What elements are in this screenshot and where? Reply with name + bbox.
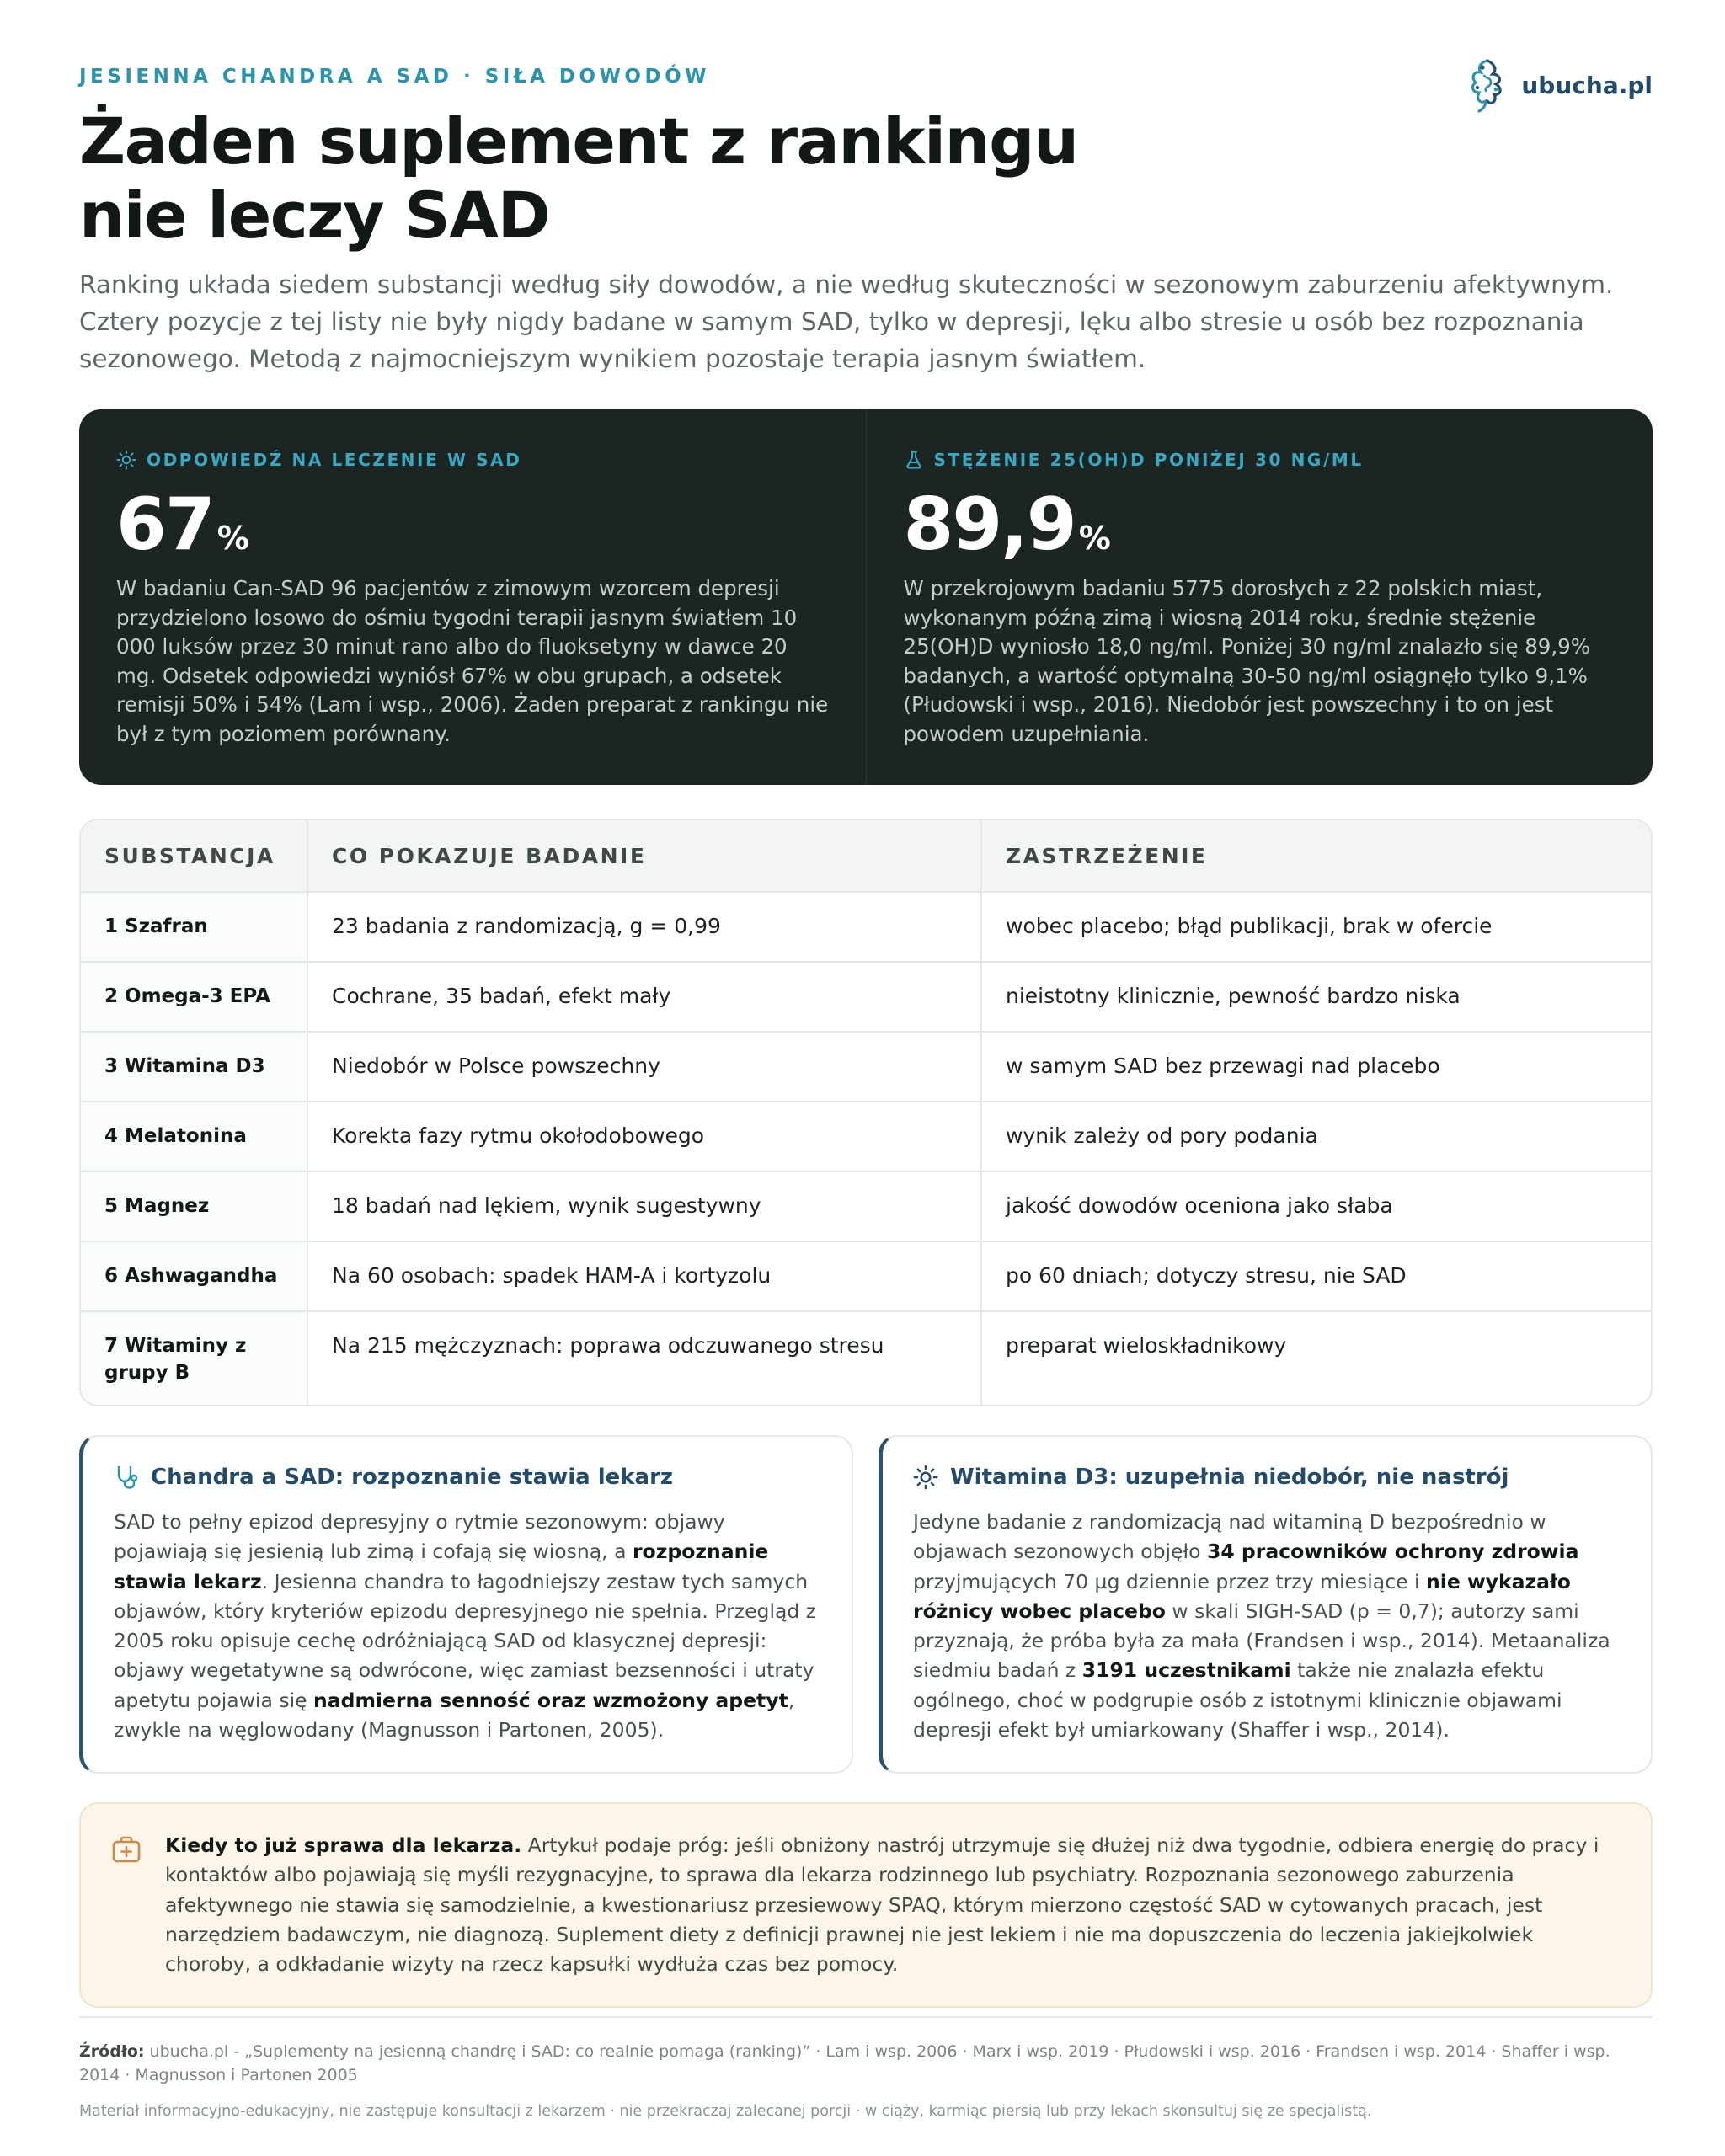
evidence-cell: Niedobór w Polsce powszechny [307, 1033, 980, 1101]
stat-number: 89,9 [903, 483, 1076, 567]
caveat-cell: po 60 dniach; dotyczy stresu, nie SAD [980, 1242, 1651, 1310]
text-run: SAD to pełny epizod depresyjny o rytmie sezonowym: objawy pojawiają się jesienią lub zimą i cofają się wiosną, a [114, 1510, 725, 1564]
disclaimer: Materiał informacyjno-edukacyjny, nie zastępuje konsultacji z lekarzem · nie przekraczaj zalecanej porcji · w ciąży, karmiąc piersią lub przy lekach skonsultuj się ze specjalistą. [79, 2103, 1372, 2120]
text-run: przyjmujących 70 µg dziennie przez trzy miesiące i [913, 1569, 1427, 1593]
kicker: JESIENNA CHANDRA A SAD · SIŁA DOWODÓW [79, 66, 710, 88]
stat-value [904, 483, 1616, 566]
card-vitamin-d3 [879, 1435, 1653, 1774]
stat-label [904, 446, 1616, 473]
emphasis: nadmierna senność oraz wzmożony apetyt [313, 1688, 788, 1712]
ranking-table [79, 819, 1653, 1406]
table-row [81, 1101, 1651, 1171]
column-header: CO POKAZUJE BADANIE [307, 820, 980, 891]
source-line [79, 2040, 1653, 2087]
card-title [114, 1462, 823, 1492]
stat-label-text: STĘŻENIE 25(OH)D PONIŻEJ 30 NG/ML [933, 450, 1364, 470]
caveat-cell: nieistotny klinicznie, pewność bardzo niska [980, 963, 1651, 1031]
title-line-2: nie leczy SAD [79, 178, 550, 253]
card-chandra-vs-sad [79, 1435, 853, 1774]
table-row [81, 1310, 1651, 1405]
substance-cell: 6 Ashwagandha [81, 1242, 307, 1310]
evidence-cell: Na 60 osobach: spadek HAM-A i kortyzolu [307, 1242, 980, 1310]
caveat-cell: wynik zależy od pory podania [980, 1102, 1651, 1171]
column-header: ZASTRZEŻENIE [980, 820, 1651, 891]
sun-icon [913, 1465, 938, 1490]
table-row [81, 891, 1651, 961]
caveat-cell: wobec placebo; błąd publikacji, brak w ofercie [980, 893, 1651, 961]
substance-cell: 5 Magnez [81, 1172, 307, 1241]
emphasis: 3191 uczestnikami [1081, 1658, 1291, 1683]
sun-icon [116, 450, 136, 470]
stat-unit: % [1078, 520, 1111, 557]
caveat-cell: preparat wieloskładnikowy [980, 1312, 1651, 1405]
column-header: SUBSTANCJA [104, 843, 275, 868]
stat-unit: % [216, 520, 249, 557]
text-run: , zwykle na węglowodany (Magnusson i Partonen, 2005). [114, 1688, 795, 1742]
text-run: Jedyne badanie z randomizacją nad witaminą D bezpośrednio w objawach sezonowych objęło [913, 1510, 1546, 1564]
evidence-cell: 18 badań nad lękiem, wynik sugestywny [307, 1172, 980, 1241]
substance-cell: 7 Witaminy z grupy B [81, 1312, 307, 1405]
info-cards [79, 1435, 1653, 1774]
table-row [81, 1031, 1651, 1101]
lead-paragraph: Ranking układa siedem substancji według siły dowodów, a nie według skuteczności w sezonowym zaburzeniu afektywnym. Cztery pozycje z tej listy nie były nigdy badane w samym SAD, tylko w depresji, lęku albo stresie u osób bez rozpoznania sezonowego. Metodą z najmocniejszym wynikiem pozostaje terapia jasnym światłem. [79, 270, 1614, 373]
source-label: Źródło: [79, 2042, 145, 2061]
card-title [913, 1462, 1622, 1492]
flask-icon [904, 450, 924, 470]
brand-logo[interactable] [1466, 57, 1653, 113]
source-text: ubucha.pl - „Suplementy na jesienną chandrę i SAD: co realnie pomaga (ranking)” · Lam i wsp. 2006 · Marx i wsp. 2019 · Płudowski i wsp. 2016 · Frandsen i wsp. 2014 · Shaffer i wsp. 2014 · Magnusson i Partonen 2005 [79, 2042, 1610, 2084]
text-run: w skali SIGH-SAD (p = 0,7); autorzy sami przyznają, że próba była za mała (Frandsen i wsp., 2014). Metaanaliza siedmiu badań z [913, 1598, 1610, 1683]
substance-cell: 1 Szafran [81, 893, 307, 961]
evidence-cell: Korekta fazy rytmu okołodobowego [307, 1102, 980, 1171]
warning-body: Artykuł podaje próg: jeśli obniżony nastrój utrzymuje się dłużej niż dwa tygodnie, odbiera energię do pracy i kontaktów albo pojawiają się myśli rezygnacyjne, to sprawa dla lekarza rodzinnego lub psychiatry. Rozpoznania sezonowego zaburzenia afektywnego nie stawia się samodzielnie, a kwestionariusz przesiewowy SPAQ, którym mierzono częstość SAD w cytowanych pracach, jest narzędziem badawczym, nie diagnozą. Suplement diety z definicji prawnej nie jest lekiem i nie ma dopuszczenia do leczenia jakiejkolwiek choroby, a odkładanie wizyty na rzecz kapsułki wydłuża czas bez pomocy. [165, 1833, 1599, 1977]
doctor-warning-box [79, 1802, 1653, 2008]
caveat-cell: jakość dowodów oceniona jako słaba [980, 1172, 1651, 1241]
evidence-cell: Cochrane, 35 badań, efekt mały [307, 963, 980, 1031]
stats-panel [79, 409, 1653, 785]
evidence-cell: 23 badania z randomizacją, g = 0,99 [307, 893, 980, 961]
stat-label-text: ODPOWIEDŹ NA LECZENIE W SAD [147, 450, 522, 470]
table-row [81, 1241, 1651, 1310]
card-text [114, 1508, 823, 1745]
footer-divider [79, 2016, 1653, 2018]
caveat-cell: w samym SAD bez przewagi nad placebo [980, 1033, 1651, 1101]
table-row [81, 961, 1651, 1031]
page-title [79, 104, 1090, 253]
table-row [81, 1171, 1651, 1241]
medical-kit-icon [111, 1834, 142, 1865]
substance-cell: 4 Melatonina [81, 1102, 307, 1171]
table-header-row [81, 820, 1651, 891]
title-line-1: Żaden suplement z rankingu [79, 104, 1078, 179]
stat-description: W badaniu Can-SAD 96 pacjentów z zimowym wzorcem depresji przydzielono losowo do ośmiu tygodni terapii jasnym światłem 10 000 luksów przez 30 minut rano albo do fluoksetyny w dawce 20 mg. Odsetek odpowiedzi wyniósł 67% w obu grupach, a odsetek remisji 50% i 54% (Lam i wsp., 2006). Żaden preparat z rankingu nie był z tym poziomem porównany. [116, 576, 829, 746]
stat-value [116, 483, 829, 566]
stat-number: 67 [116, 483, 214, 567]
text-run: . Jesienna chandra to łagodniejszy zestaw tych samych objawów, który kryteriów epizodu depresyjnego nie spełnia. Przegląd z 2005 roku opisuje cechę odróżniającą SAD od klasycznej depresji: objawy wegetatywne są odwrócone, więc zamiast bezsenności i utraty apetytu pojawia się [114, 1569, 817, 1712]
warning-heading: Kiedy to już sprawa dla lekarza. [165, 1833, 522, 1857]
evidence-cell: Na 215 mężczyznach: poprawa odczuwanego stresu [307, 1312, 980, 1405]
card-text [913, 1508, 1622, 1745]
stat-light-therapy [79, 409, 866, 785]
card-title-text: Chandra a SAD: rozpoznanie stawia lekarz [151, 1465, 674, 1490]
emphasis: 34 pracowników ochrony zdrowia [1207, 1540, 1579, 1564]
emphasis: nie wykazało różnicy wobec placebo [913, 1569, 1571, 1623]
stethoscope-icon [114, 1465, 139, 1490]
substance-cell: 3 Witamina D3 [81, 1033, 307, 1101]
warning-text [165, 1831, 1617, 1979]
substance-cell: 2 Omega-3 EPA [81, 963, 307, 1031]
stat-label [116, 446, 829, 473]
text-run: także nie znalazła efektu ogólnego, choć w podgrupie osób z istotnymi klinicznie objawami depresji efekt był umiarkowany (Shaffer i wsp., 2014). [913, 1658, 1562, 1742]
stat-description: W przekrojowym badaniu 5775 dorosłych z 22 polskich miast, wykonanym późną zimą i wiosną 2014 roku, średnie stężenie 25(OH)D wyniosło 18,0 ng/ml. Poniżej 30 ng/ml znalazło się 89,9% badanych, a wartość optymalną 30-50 ng/ml osiągnęło tylko 9,1% (Płudowski i wsp., 2016). Niedobór jest powszechny i to on jest powodem uzupełniania. [903, 576, 1591, 746]
brand-name: ubucha.pl [1521, 71, 1653, 99]
emphasis: rozpoznanie stawia lekarz [114, 1540, 769, 1593]
card-title-text: Witamina D3: uzupełnia niedobór, nie nastrój [950, 1465, 1509, 1490]
kombucha-logo-icon [1466, 57, 1509, 113]
stat-vitamin-d-deficiency [866, 409, 1653, 785]
